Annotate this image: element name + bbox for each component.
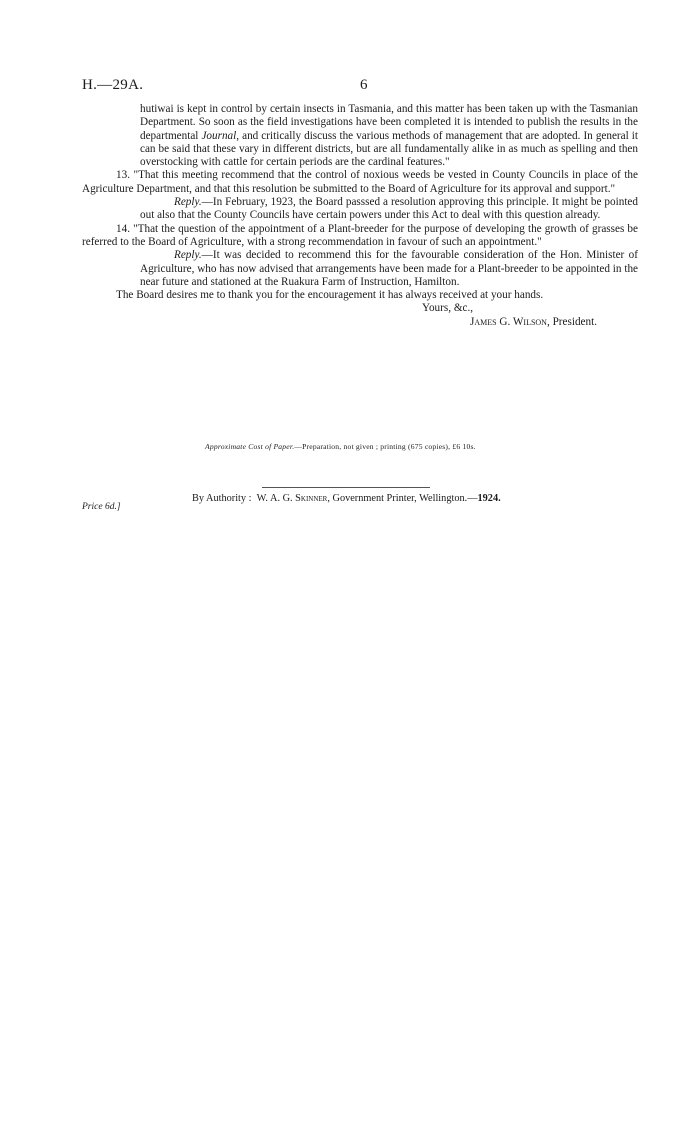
reply-13-text: —In February, 1923, the Board passsed a resolution approving this principle. It might be pointed out also that the County Councils have certain powers under this Act to deal with this question already. (140, 196, 638, 222)
reply-13-label: Reply. (174, 196, 202, 209)
cost-label: Approximate Cost of Paper. (205, 442, 295, 451)
signatory-title: , President. (546, 315, 597, 328)
price-label: Price 6d.] (82, 502, 121, 512)
paper-reference: H.—29A. (82, 77, 144, 93)
cost-of-paper-note (205, 442, 476, 451)
continuation-text: hutiwai is kept in control by certain insects in Tasmania, and this matter has been taken up with the Tasmanian Department. So soon as the field investigations have been completed it is intended to publish the results in the departmental (140, 103, 638, 142)
authority-prefix: By Authority : (192, 493, 252, 504)
cost-text: —Preparation, not given ; printing (675 copies), £6 10s. (294, 442, 476, 451)
printer-authority (192, 493, 501, 504)
resolution-item-14: 14. "That the question of the appointment of a Plant-breeder for the purpose of developing the growth of grasses be referred to the Board of Agriculture, with a strong recommendation in favour of such an appointment." (82, 222, 638, 248)
reply-14 (82, 249, 638, 289)
printer-name: W. A. G. Skinner (256, 493, 328, 504)
letter-body (82, 103, 638, 329)
reply-14-text: —It was decided to recommend this for the favourable consideration of the Hon. Minister of Agriculture, who has now advised that arrangements have been made for a Plant-breeder to be appointed in the near future and stationed at the Ruakura Farm of Instruction, Hamilton. (140, 249, 638, 288)
valediction: Yours, &c., (422, 302, 474, 315)
signature-line (82, 316, 638, 329)
reply-13 (82, 196, 638, 223)
resolution-item-13: 13. "That this meeting recommend that the control of noxious weeds be vested in County Councils in place of the Agriculture Department, and that this resolution be submitted to the Board of Agriculture for its approval and support." (82, 169, 638, 195)
footer-divider (262, 487, 430, 488)
reply-14-label: Reply. (174, 249, 202, 262)
print-year: 1924. (477, 493, 501, 504)
paragraph-continuation (82, 103, 638, 169)
continuation-end-text: , and critically discuss the various methods of management that are adopted. In general it can be said that these vary in different districts, but are all fundamentally alike in as much as spelling and then overstocking with cattle for certain periods are the cardinal features." (140, 129, 638, 169)
printer-suffix: , Government Printer, Wellington.— (327, 493, 478, 504)
journal-word: Journal (201, 129, 237, 142)
signatory-name: James G. Wilson (470, 315, 547, 328)
page-number: 6 (360, 77, 368, 93)
closing-sentence: The Board desires me to thank you for the encouragement it has always received at your hands. (116, 289, 544, 302)
